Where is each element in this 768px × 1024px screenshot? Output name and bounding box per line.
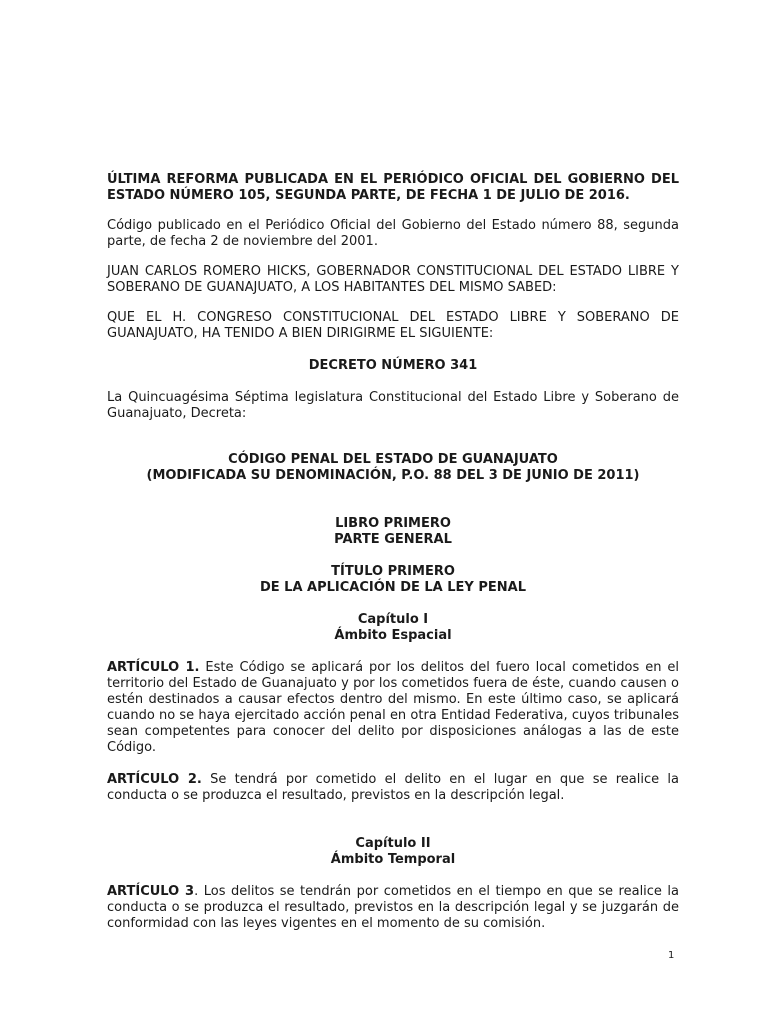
article-2-label: ARTÍCULO 2. xyxy=(107,772,202,787)
article-1-text: Este Código se aplicará por los delitos del fuero local cometidos en el territorio del Estado de Guanajuato y por los cometidos fuera de éste, cuando causen o estén destinados a causar efectos dentro del mismo. En este último caso, se aplicará cuando no se haya ejercitado acción penal en otra Entidad Federativa, cuyos tribunales sean competentes para conocer del delito por disposiciones análogas a las de este Código. xyxy=(107,660,679,755)
article-2-text: Se tendrá por cometido el delito en el lugar en que se realice la conducta o se produzca el resultado, previstos en la descripción legal. xyxy=(107,772,680,803)
chapter-1-subtitle: Ámbito Espacial xyxy=(334,628,452,643)
publication-note: Código publicado en el Periódico Oficial del Gobierno del Estado número 88, segunda parte, de fecha 2 de noviembre del 2001. xyxy=(107,218,679,249)
titulo-title: TÍTULO PRIMERO xyxy=(331,564,455,579)
article-3-label: ARTÍCULO 3 xyxy=(107,884,195,899)
decree-body: La Quincuagésima Séptima legislatura Constitucional del Estado Libre y Soberano de Guanajuato, Decreta: xyxy=(107,390,679,421)
book-heading xyxy=(107,516,679,548)
article-3-text: . Los delitos se tendrán por cometidos en el tiempo en que se realice la conducta o se produzca el resultado, previstos en la descripción legal y se juzgarán de conformidad con las leyes vigentes en el momento de su comisión. xyxy=(107,884,680,931)
code-heading xyxy=(107,452,679,484)
chapter-1-title: Capítulo I xyxy=(357,612,429,627)
code-subtitle: (MODIFICADA SU DENOMINACIÓN, P.O. 88 DEL 3 DE JUNIO DE 2011) xyxy=(146,468,640,483)
reform-note: ÚLTIMA REFORMA PUBLICADA EN EL PERIÓDICO OFICIAL DEL GOBIERNO DEL ESTADO NÚMERO 105, SEGUNDA PARTE, DE FECHA 1 DE JULIO DE 2016. xyxy=(107,172,679,203)
article-2 xyxy=(107,772,679,804)
page-number: 1 xyxy=(668,950,675,961)
titulo-subtitle: DE LA APLICACIÓN DE LA LEY PENAL xyxy=(259,580,527,595)
article-1 xyxy=(107,660,679,756)
chapter-1-heading xyxy=(107,612,679,644)
decree-title: DECRETO NÚMERO 341 xyxy=(308,358,478,373)
book-title: LIBRO PRIMERO xyxy=(335,516,451,531)
titulo-heading xyxy=(107,564,679,596)
governor-note: JUAN CARLOS ROMERO HICKS, GOBERNADOR CONSTITUCIONAL DEL ESTADO LIBRE Y SOBERANO DE GUANAJUATO, A LOS HABITANTES DEL MISMO SABED: xyxy=(107,264,679,295)
article-1-label: ARTÍCULO 1. xyxy=(107,660,200,675)
chapter-2-title: Capítulo II xyxy=(355,836,431,851)
document-page xyxy=(107,172,679,932)
code-title: CÓDIGO PENAL DEL ESTADO DE GUANAJUATO xyxy=(228,452,558,467)
chapter-2-heading xyxy=(107,836,679,868)
book-subtitle: PARTE GENERAL xyxy=(334,532,452,547)
article-3 xyxy=(107,884,679,932)
congress-note: QUE EL H. CONGRESO CONSTITUCIONAL DEL ESTADO LIBRE Y SOBERANO DE GUANAJUATO, HA TENIDO A BIEN DIRIGIRME EL SIGUIENTE: xyxy=(107,310,679,341)
chapter-2-subtitle: Ámbito Temporal xyxy=(330,852,456,867)
